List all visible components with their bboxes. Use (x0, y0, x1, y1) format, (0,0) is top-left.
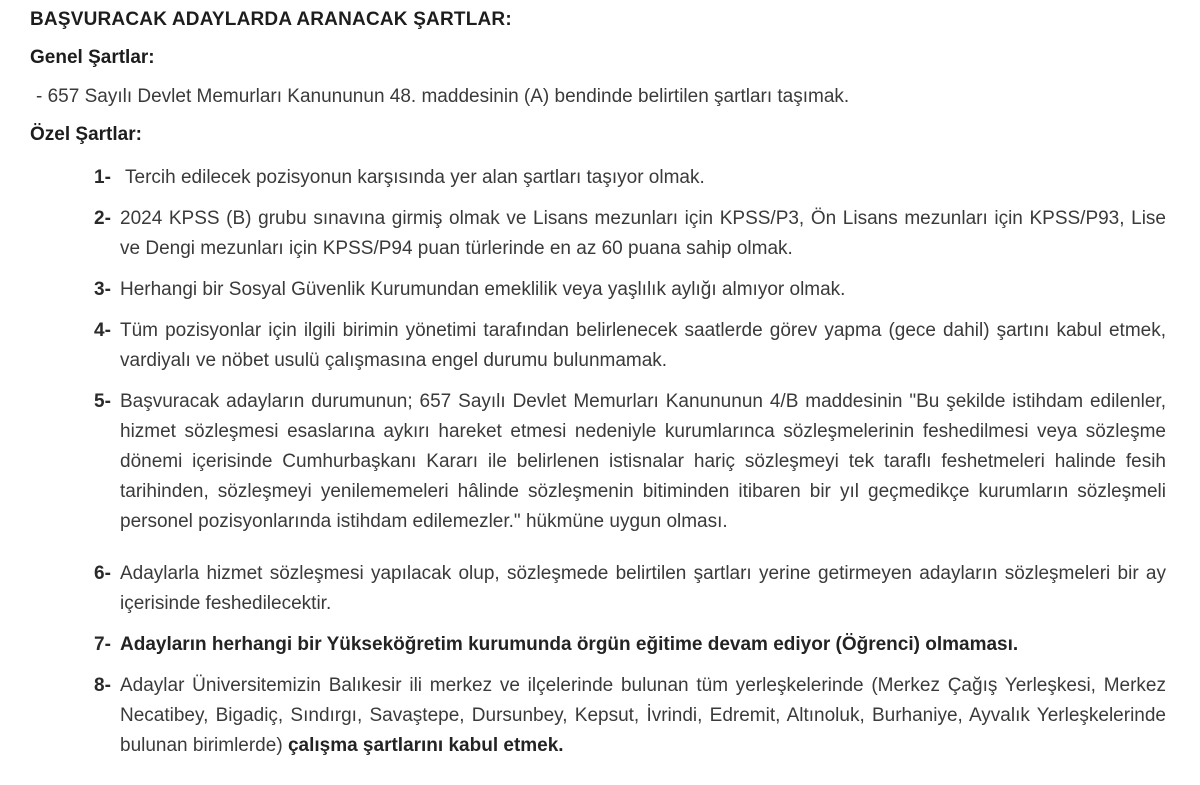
list-item-text: Tüm pozisyonlar için ilgili birimin yönetimi tarafından belirlenecek saatlerde görev yapma (gece dahil) şartını kabul etmek, vardiyalı ve nöbet usulü çalışmasına engel durumu bulunmamak. (120, 320, 1166, 371)
list-item-text: Adaylarla hizmet sözleşmesi yapılacak olup, sözleşmede belirtilen şartları yerine getirmeyen adayların sözleşmeleri bir ay içerisinde feshedilecektir. (120, 563, 1166, 614)
general-terms-item: - 657 Sayılı Devlet Memurları Kanununun 48. maddesinin (A) bendinde belirtilen şartları taşımak. (36, 86, 850, 107)
list-item (94, 204, 1166, 264)
list-item-text: 2024 KPSS (B) grubu sınavına girmiş olmak ve Lisans mezunları için KPSS/P3, Ön Lisans mezunları için KPSS/P93, Lise ve Dengi mezunları için KPSS/P94 puan türlerinde en az 60 puana sahip olmak. (120, 208, 1166, 259)
list-item-number: 4- (94, 320, 111, 341)
general-terms-heading: Genel Şartlar: (30, 47, 155, 68)
list-item (94, 630, 1166, 660)
list-item-text: Tercih edilecek pozisyonun karşısında yer alan şartları taşıyor olmak. (125, 167, 705, 188)
list-item-number: 1- (94, 167, 111, 188)
list-item (94, 316, 1166, 376)
special-terms-heading: Özel Şartlar: (30, 124, 142, 145)
list-item-number: 6- (94, 563, 111, 584)
list-item-text: Herhangi bir Sosyal Güvenlik Kurumundan emeklilik veya yaşlılık aylığı almıyor olmak. (120, 279, 846, 300)
list-item-text-normal: Adaylar Üniversitemizin Balıkesir ili merkez ve ilçelerinde bulunan tüm yerleşkelerinde (Merkez Çağış Yerleşkesi, Merkez Necatibey, Bigadiç, Sındırgı, Savaştepe, Dursunbey, Kepsut, İvrindi, Edremit, Altınoluk, Burhaniye, Ayvalık Yerleşkelerinde bulunan birimlerde) (120, 675, 1166, 756)
special-terms-list (30, 163, 1166, 761)
list-item (94, 387, 1166, 537)
list-item-number: 3- (94, 279, 111, 300)
list-item (94, 275, 1166, 305)
document-title: BAŞVURACAK ADAYLARDA ARANACAK ŞARTLAR: (30, 9, 512, 30)
list-item (94, 559, 1166, 619)
list-item-number: 5- (94, 391, 111, 412)
list-item-text (120, 671, 1166, 761)
list-item-number: 2- (94, 208, 111, 229)
list-item-text: Başvuracak adayların durumunun; 657 Sayılı Devlet Memurları Kanununun 4/B maddesinin "Bu şekilde istihdam edilenler, hizmet sözleşmesi esaslarına aykırı hareket etmesi nedeniyle kurumlarınca sözleşmelerinin feshedilmesi veya sözleşme dönemi içerisinde Cumhurbaşkanı Kararı ile belirlenen istisnalar hariç sözleşmeyi tek taraflı feshetmeleri halinde fesih tarihinden, sözleşmeyi yenilememeleri hâlinde sözleşmenin bitiminden itibaren bir yıl geçmedikçe kurumların sözleşmeli personel pozisyonlarında istihdam edilemezler." hükmüne uygun olması. (120, 391, 1166, 532)
list-item (94, 163, 1166, 193)
list-item-number: 7- (94, 634, 111, 655)
list-item (94, 671, 1166, 761)
list-item-text: Adayların herhangi bir Yükseköğretim kurumunda örgün eğitime devam ediyor (Öğrenci) olmaması. (120, 634, 1019, 655)
list-item-number: 8- (94, 675, 111, 696)
list-item-text-bold: çalışma şartlarını kabul etmek. (287, 735, 564, 756)
